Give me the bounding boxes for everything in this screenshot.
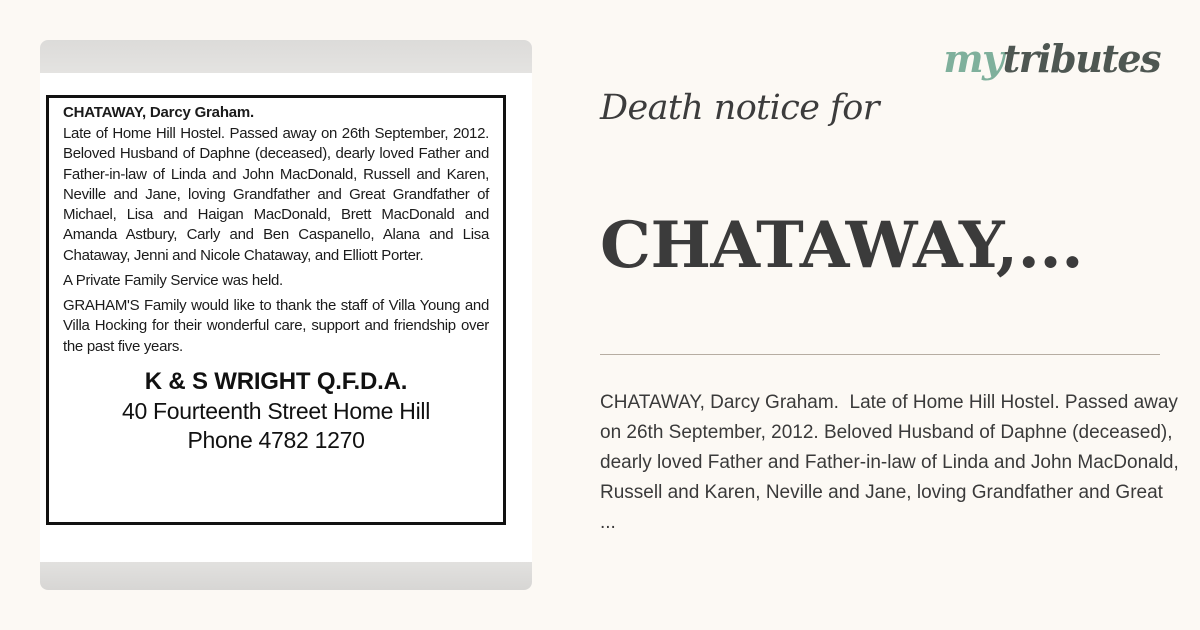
notice-service: A Private Family Service was held. (63, 272, 283, 290)
deceased-name: CHATAWAY,... (600, 208, 1083, 283)
funeral-director-phone: Phone 4782 1270 (187, 426, 365, 453)
notice-image-card (40, 40, 532, 590)
image-bottom-band (40, 562, 532, 590)
newspaper-notice (46, 95, 506, 525)
logo-my: my (943, 36, 1003, 81)
excerpt-ellipsis: ... (600, 512, 616, 533)
excerpt-text: CHATAWAY, Darcy Graham. Late of Home Hill Hostel. Passed away on 26th September, 2012. Beloved Husband of Daphne (deceased), dearly loved Father and Father-in-law of Linda and John MacDonald, Russell and Karen, Neville and Jane, loving Grandfather and Great (600, 392, 1185, 503)
mytributes-logo[interactable] (943, 36, 1160, 81)
notice-footer (63, 367, 489, 455)
logo-tributes: tributes (1002, 36, 1160, 81)
divider (600, 354, 1160, 355)
notice-thanks: GRAHAM'S Family would like to thank the staff of Villa Young and Villa Hocking for their wonderful care, support and friendship over the past five years. (63, 297, 489, 355)
image-top-band (40, 40, 532, 73)
notice-body: Late of Home Hill Hostel. Passed away on 26th September, 2012. Beloved Husband of Daphne (deceased), dearly loved Father and Father-in-law of Linda and John MacDonald, Russell and Karen, Neville and Jane, loving Grandfather and Great Grandfather of Michael, Lisa and Haigan MacDonald, Brett MacDonald and Amanda Astbury, Carly and Ben Caspanello, Alana and Lisa Chataway, Jenni and Nicole Chataway, and Elliott Porter. (63, 125, 489, 264)
notice-excerpt (600, 388, 1200, 568)
funeral-director-address: 40 Fourteenth Street Home Hill (121, 397, 431, 424)
notice-name: CHATAWAY, Darcy Graham. (63, 104, 255, 121)
page-heading: Death notice for (600, 88, 879, 128)
funeral-director-name: K & S WRIGHT Q.F.D.A. (144, 367, 408, 395)
